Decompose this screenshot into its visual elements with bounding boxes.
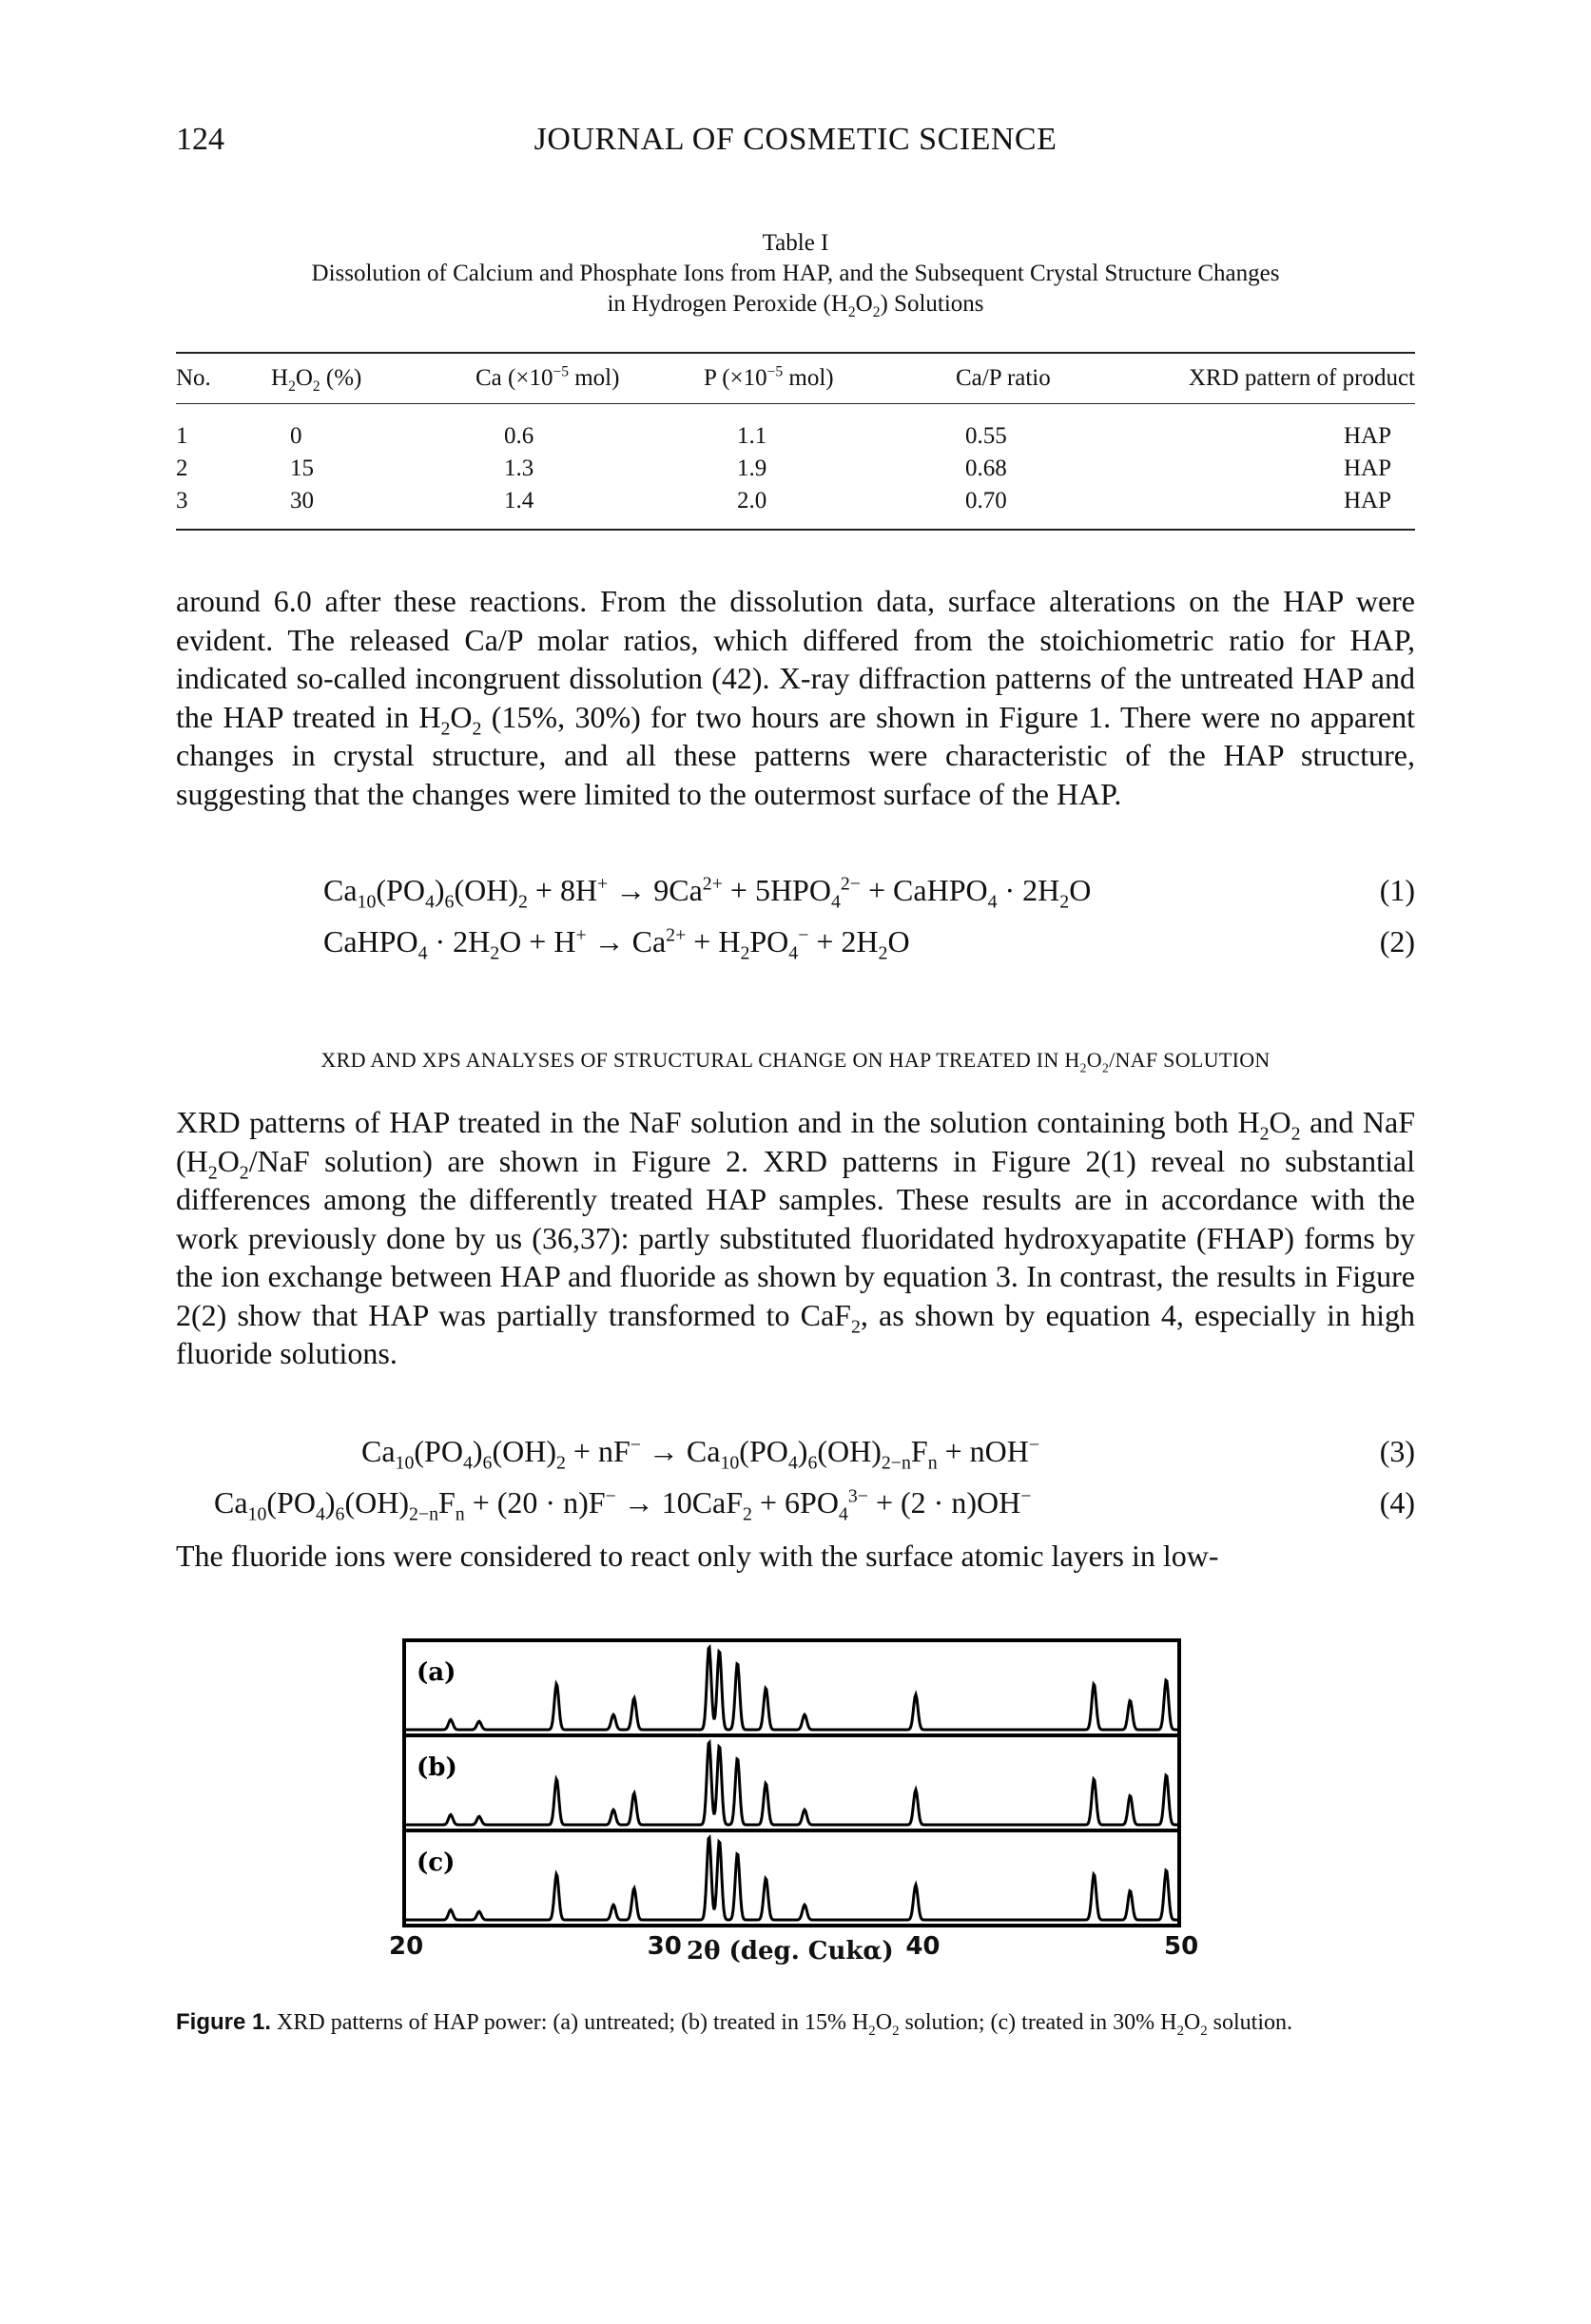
chart-frame	[404, 1640, 1179, 1926]
equation-1: $Ca_{10}(PO_4)_6(OH)_2 + 8H^+ \to 9Ca^{2+} + 5HPO_4^{2-}$ + CaHPO$_4$ · $2H_2O$	[323, 873, 1092, 913]
journal-title: JOURNAL OF COSMETIC SCIENCE	[534, 122, 1057, 157]
x-tick-label: 20	[389, 1932, 424, 1961]
series-label-a: (a)	[417, 1658, 456, 1687]
equation-4: $Ca_{10}(PO_4)_6(OH)_{2-n}F_n + (20 \cdot n)F^- \to 10CaF_2 + 6PO_4^{3-} + (2 \cdot n)OH^-$	[214, 1485, 1032, 1525]
table-row	[176, 485, 1415, 517]
table-cell-ratio: 0.68	[965, 455, 1007, 481]
equation-3-number: (3)	[1379, 1434, 1415, 1468]
series-label-b: (b)	[417, 1753, 457, 1782]
table-cell-ratio: 0.55	[965, 423, 1007, 449]
col-no: No.	[176, 365, 211, 391]
paragraph-3: The fluoride ions were considered to react only with the surface atomic layers in low-	[176, 1539, 1219, 1573]
dissolution-table	[176, 354, 1415, 517]
page-number: 124	[176, 122, 224, 157]
xrd-chart	[380, 1631, 1217, 1973]
table-caption	[176, 228, 1415, 320]
xrd-trace-a	[406, 1648, 1177, 1731]
figure-label: Figure 1.	[176, 2009, 272, 2035]
table-cell-h2o2: 0	[290, 423, 302, 449]
table-cell-h2o2: 15	[290, 455, 314, 481]
table-label: Table I	[762, 230, 829, 256]
table-cell-no: 3	[176, 488, 188, 513]
table-cell-no: 1	[176, 423, 188, 449]
x-tick-label: 50	[1164, 1932, 1199, 1961]
table-cell-h2o2: 30	[290, 488, 314, 513]
col-ca: Ca ($\times 10^{-5}$ mol)	[475, 363, 620, 391]
x-tick-label: 40	[905, 1932, 941, 1961]
table-cell-p: 2.0	[737, 488, 767, 513]
paragraph-2: XRD patterns of HAP treated in the NaF solution and in the solution containing both $H_2O_2$ and NaF ($H_2O_2$/NaF solution) are shown in Figure 2. XRD patterns in Figure 2(1) reveal no substantial differences among the differently treated HAP samples. These results are in accordance with the work previously done by us (36,37): partly substituted fluoridated hydroxyapatite (FHAP) forms by the ion exchange between HAP and fluoride as shown by equation 3. In contrast, the results in Figure 2(2) show that HAP was partially transformed to CaF$_2$, as shown by equation 4, especially in high fluoride solutions.	[176, 1105, 1416, 1370]
table-caption-line2: in Hydrogen Peroxide $(H_2O_2)$ Solutions	[607, 291, 984, 320]
table-cell-ca: 1.3	[504, 455, 534, 481]
table-header-row	[176, 354, 1415, 403]
equation-4-number: (4)	[1379, 1485, 1415, 1520]
paragraph-1: around 6.0 after these reactions. From the dissolution data, surface alterations on the HAP were evident. The released Ca/P molar ratios, which differed from the stoichiometric ratio for HAP, indicated so-called incongruent dissolution (42). X-ray diffraction patterns of the untreated HAP and the HAP treated in $H_2O_2$ (15%, 30%) for two hours are shown in Figure 1. There were no apparent changes in crystal structure, and all these patterns were characteristic of the HAP structure, suggesting that the changes were limited to the outermost surface of the HAP.	[176, 584, 1415, 811]
xrd-trace-c	[406, 1838, 1177, 1921]
equation-2-number: (2)	[1379, 924, 1415, 959]
equation-3: $Ca_{10}(PO_4)_6(OH)_2 + nF^- \to Ca_{10}(PO_4)_6(OH)_{2-n}F_n + nOH^-$	[361, 1434, 1040, 1474]
col-xrd: XRD pattern of product	[1188, 365, 1415, 391]
equation-1-number: (1)	[1379, 873, 1415, 907]
x-tick-label: 30	[647, 1932, 682, 1961]
xrd-trace-b	[406, 1743, 1177, 1826]
figure-caption: Figure 1. XRD patterns of HAP power: (a) untreated; (b) treated in 15% $H_2O_2$ solution; (c) treated in 30% $H_2O_2$ solution.	[176, 2009, 1293, 2039]
table-cell-ca: 0.6	[504, 423, 534, 449]
section-heading: XRD AND XPS ANALYSES OF STRUCTURAL CHANGE ON HAP TREATED IN $H_2O_2$/NAF SOLUTION	[320, 1048, 1271, 1075]
equation-2: CaHPO$_4$ · $2H_2O + H^+ \to Ca^{2+} + H_2PO_4^- + 2H_2O$	[323, 924, 910, 964]
series-label-c: (c)	[417, 1849, 456, 1877]
table-cell-ratio: 0.70	[965, 488, 1007, 513]
col-p: P ($\times 10^{-5}$ mol)	[704, 363, 834, 391]
table-cell-p: 1.9	[737, 455, 767, 481]
table-bottom-rule	[176, 529, 1415, 531]
table-cell-no: 2	[176, 455, 188, 481]
table-cell-ca: 1.4	[504, 488, 534, 513]
table-caption-line1: Dissolution of Calcium and Phosphate Ions from HAP, and the Subsequent Crystal Structure Changes	[311, 261, 1280, 286]
table-cell-xrd: HAP	[1343, 455, 1391, 481]
col-ratio: Ca/P ratio	[956, 365, 1051, 391]
table-row	[176, 453, 1415, 485]
x-axis-label: 2θ (deg. Cukα)	[687, 1937, 894, 1966]
table-cell-p: 1.1	[737, 423, 767, 449]
table-cell-xrd: HAP	[1343, 488, 1391, 513]
table-row	[176, 420, 1415, 453]
col-h2o2: $H_2O_2$ (%)	[271, 365, 362, 395]
table-cell-xrd: HAP	[1343, 423, 1391, 449]
